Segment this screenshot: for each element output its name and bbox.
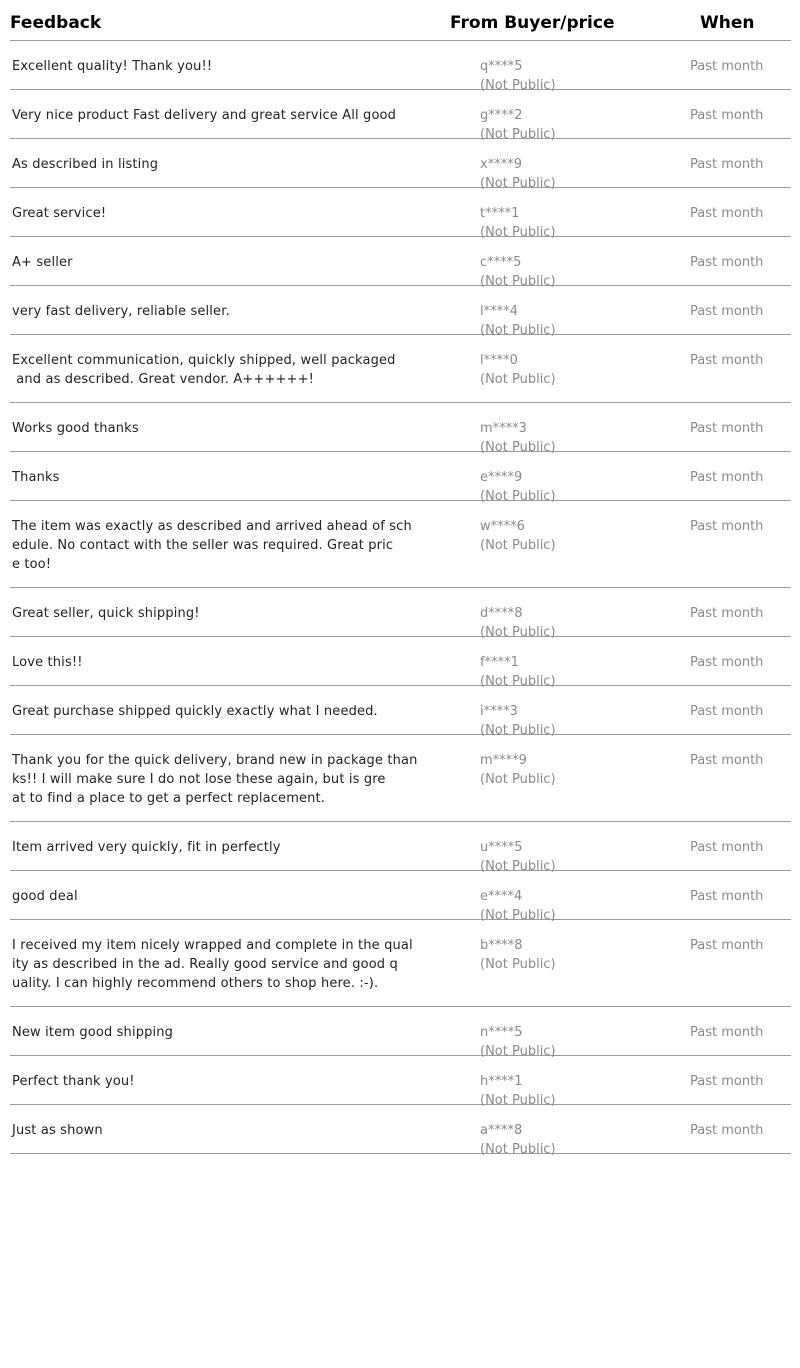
buyer-id: h****1 (480, 1074, 523, 1089)
feedback-comment: Thank you for the quick delivery, brand new in package than ks!! I will make sure I do not lose these again, but is gre at to find a place to get a perfect replacement. (12, 753, 418, 806)
feedback-when: Past month (690, 938, 764, 953)
table-row (10, 286, 791, 338)
feedback-column-header: Feedback (10, 13, 102, 33)
feedback-rows (10, 41, 791, 1157)
buyer-id: n****5 (480, 1025, 523, 1040)
table-row (10, 637, 791, 689)
table-row (10, 501, 791, 588)
feedback-comment: Great seller, quick shipping! (12, 606, 200, 621)
buyer-info (480, 751, 556, 789)
feedback-comment: very fast delivery, reliable seller. (12, 304, 230, 319)
buyer-visibility: (Not Public) (480, 538, 556, 553)
buyer-id: g****2 (480, 108, 523, 123)
table-row (10, 1007, 791, 1059)
buyer-id: b****8 (480, 938, 523, 953)
buyer-id: i****3 (480, 704, 518, 719)
table-header (10, 0, 791, 41)
buyer-visibility: (Not Public) (480, 440, 556, 455)
buyer-visibility: (Not Public) (480, 1142, 556, 1157)
table-row (10, 452, 791, 504)
table-row (10, 90, 791, 142)
buyer-id: m****3 (480, 421, 527, 436)
buyer-visibility: (Not Public) (480, 225, 556, 240)
feedback-when: Past month (690, 108, 764, 123)
table-row (10, 735, 791, 822)
buyer-id: d****8 (480, 606, 523, 621)
table-row (10, 403, 791, 455)
feedback-when: Past month (690, 59, 764, 74)
buyer-info (480, 936, 556, 974)
feedback-when: Past month (690, 655, 764, 670)
table-row (10, 588, 791, 640)
feedback-comment: Excellent quality! Thank you!! (12, 59, 213, 74)
feedback-comment: Item arrived very quickly, fit in perfectly (12, 840, 281, 855)
feedback-comment: Great purchase shipped quickly exactly what I needed. (12, 704, 378, 719)
feedback-when: Past month (690, 840, 764, 855)
table-row (10, 188, 791, 240)
buyer-id: e****4 (480, 889, 523, 904)
buyer-id: m****9 (480, 753, 527, 768)
feedback-when: Past month (690, 157, 764, 172)
feedback-when: Past month (690, 1123, 764, 1138)
when-column-header: When (700, 13, 755, 33)
table-row (10, 822, 791, 874)
table-row (10, 335, 791, 403)
buyer-id: l****0 (480, 353, 518, 368)
buyer-visibility: (Not Public) (480, 625, 556, 640)
buyer-visibility: (Not Public) (480, 127, 556, 142)
buyer-visibility: (Not Public) (480, 274, 556, 289)
buyer-visibility: (Not Public) (480, 908, 556, 923)
feedback-comment: Perfect thank you! (12, 1074, 135, 1089)
buyer-visibility: (Not Public) (480, 957, 556, 972)
buyer-id: f****1 (480, 655, 519, 670)
buyer-id: c****5 (480, 255, 522, 270)
feedback-comment: good deal (12, 889, 78, 904)
buyer-visibility: (Not Public) (480, 772, 556, 787)
buyer-info (480, 1121, 556, 1159)
buyer-id: x****9 (480, 157, 522, 172)
feedback-when: Past month (690, 889, 764, 904)
feedback-table (10, 0, 791, 1157)
feedback-when: Past month (690, 1074, 764, 1089)
buyer-id: a****8 (480, 1123, 523, 1138)
table-row (10, 139, 791, 191)
feedback-comment: Love this!! (12, 655, 83, 670)
feedback-comment: I received my item nicely wrapped and complete in the qual ity as described in the ad. Really good service and good q uality. I can highly recommend others to shop here. :-). (12, 938, 413, 991)
table-row (10, 686, 791, 738)
table-row (10, 871, 791, 923)
buyer-id: u****5 (480, 840, 523, 855)
buyer-id: l****4 (480, 304, 518, 319)
feedback-when: Past month (690, 704, 764, 719)
buyer-visibility: (Not Public) (480, 674, 556, 689)
buyer-visibility: (Not Public) (480, 1093, 556, 1108)
buyer-id: t****1 (480, 206, 520, 221)
buyer-id: e****9 (480, 470, 523, 485)
buyer-visibility: (Not Public) (480, 372, 556, 387)
buyer-visibility: (Not Public) (480, 323, 556, 338)
buyer-id: w****6 (480, 519, 525, 534)
table-row (10, 920, 791, 1007)
feedback-comment: Works good thanks (12, 421, 139, 436)
feedback-comment: Excellent communication, quickly shipped, well packaged and as described. Great vendor. A++++++! (12, 353, 396, 387)
buyer-visibility: (Not Public) (480, 176, 556, 191)
feedback-when: Past month (690, 304, 764, 319)
from-buyer-column-header: From Buyer/price (450, 13, 615, 33)
buyer-visibility: (Not Public) (480, 1044, 556, 1059)
feedback-comment: Thanks (12, 470, 60, 485)
buyer-visibility: (Not Public) (480, 723, 556, 738)
buyer-visibility: (Not Public) (480, 78, 556, 93)
feedback-when: Past month (690, 255, 764, 270)
feedback-comment: As described in listing (12, 157, 159, 172)
feedback-when: Past month (690, 606, 764, 621)
buyer-info (480, 351, 556, 389)
feedback-comment: A+ seller (12, 255, 73, 270)
buyer-visibility: (Not Public) (480, 859, 556, 874)
feedback-when: Past month (690, 353, 764, 368)
feedback-when: Past month (690, 1025, 764, 1040)
table-row (10, 237, 791, 289)
table-row (10, 1056, 791, 1108)
buyer-info (480, 517, 556, 555)
feedback-when: Past month (690, 421, 764, 436)
feedback-comment: New item good shipping (12, 1025, 174, 1040)
feedback-when: Past month (690, 470, 764, 485)
buyer-id: q****5 (480, 59, 523, 74)
feedback-when: Past month (690, 753, 764, 768)
feedback-comment: Great service! (12, 206, 107, 221)
feedback-when: Past month (690, 519, 764, 534)
feedback-when: Past month (690, 206, 764, 221)
table-row (10, 41, 791, 93)
feedback-comment: Just as shown (12, 1123, 103, 1138)
table-row (10, 1105, 791, 1157)
buyer-visibility: (Not Public) (480, 489, 556, 504)
feedback-comment: The item was exactly as described and arrived ahead of sch edule. No contact with the seller was required. Great pric e too! (12, 519, 412, 572)
feedback-comment: Very nice product Fast delivery and great service All good (12, 108, 397, 123)
